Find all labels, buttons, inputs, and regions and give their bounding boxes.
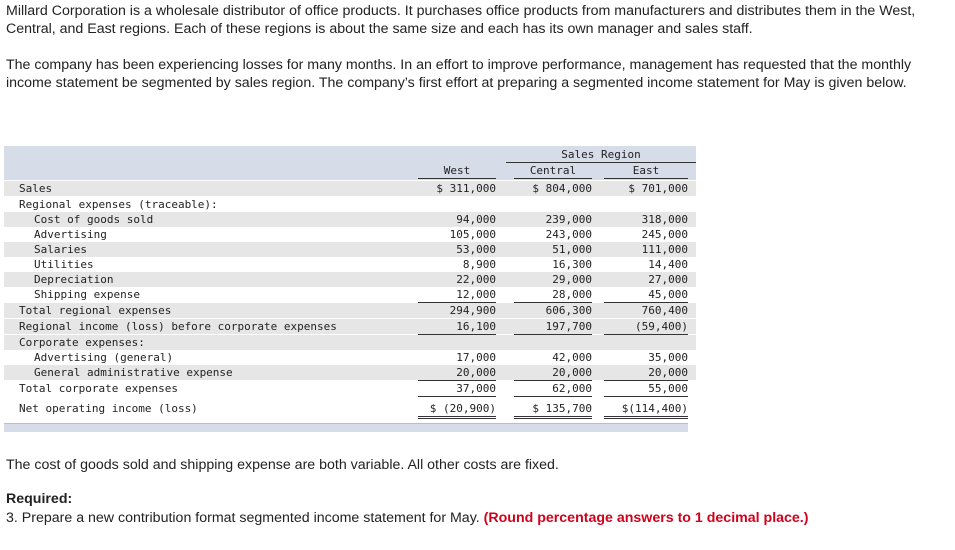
table-row [4,257,696,272]
cell-west: 17,000 [456,351,496,364]
cell-east: 245,000 [641,228,688,241]
table-row [4,319,696,334]
rounding-instruction: (Round percentage answers to 1 decimal place.) [483,510,809,526]
row-label: Corporate expenses: [19,336,145,349]
table-row [4,272,696,287]
cell-west: 12,000 [418,287,496,303]
cell-central: 62,000 [514,381,592,397]
row-label: Cost of goods sold [34,213,154,226]
table-row [4,303,696,318]
row-label: Shipping expense [34,288,140,301]
cell-central: 28,000 [514,287,592,303]
cell-east: 35,000 [648,351,688,364]
header-group-row [4,147,696,162]
cell-central: $ 804,000 [532,182,592,195]
cell-central: 51,000 [552,243,592,256]
table-row [4,212,696,227]
cell-west: 294,900 [449,304,496,317]
cost-note: The cost of goods sold and shipping expense are both variable. All other costs are fixed. [6,457,559,473]
table-row [4,365,696,380]
sales-region-header: Sales Region [506,147,696,163]
column-header-east: East [604,163,688,179]
cell-west: 16,100 [418,319,496,335]
row-label: Regional income (loss) before corporate expenses [19,320,337,333]
row-label: Depreciation [34,273,114,286]
table-row [4,287,696,302]
column-header-central: Central [514,163,592,179]
cell-central: 243,000 [545,228,592,241]
cell-west: 105,000 [449,228,496,241]
row-label: Advertising (general) [34,351,174,364]
intro-paragraph-2: The company has been experiencing losses for many months. In an effort to improve performance, management has requested that the monthly income statement be segmented by sales region. The company’s first effort at preparing a segmented income statement for May is given below. [6,57,912,91]
table-row [4,350,696,365]
row-label: Net operating income (loss) [19,402,198,415]
cell-west: 20,000 [418,365,496,381]
row-label: Regional expenses (traceable): [19,198,218,211]
cell-central: 606,300 [545,304,592,317]
table-row [4,381,696,396]
cell-central: 16,300 [552,258,592,271]
cell-east: $(114,400) [604,401,688,419]
required-heading: Required: [6,491,73,507]
row-label: Total corporate expenses [19,382,178,395]
row-label: General administrative expense [34,366,233,379]
table-row [4,181,696,196]
table-row [4,197,696,212]
table-row [4,227,696,242]
intro-paragraph-1: Millard Corporation is a wholesale distributor of office products. It purchases office products from manufacturers and distributes them in the West, Central, and East regions. Each of these regions is about the same size and each has its own manager and sales staff. [6,3,916,37]
cell-central: 29,000 [552,273,592,286]
cell-east: 45,000 [604,287,688,303]
row-label: Utilities [34,258,94,271]
table-row [4,242,696,257]
row-label: Sales [19,182,53,195]
cell-west: 37,000 [418,381,496,397]
cell-east: 14,400 [648,258,688,271]
cell-west: 8,900 [462,258,496,271]
cell-east: (59,400) [604,319,688,335]
cell-west: 94,000 [456,213,496,226]
cell-west: $ (20,900) [418,401,496,419]
cell-east: 760,400 [641,304,688,317]
cell-central: 42,000 [552,351,592,364]
table-row [4,401,696,416]
cell-east: 20,000 [604,365,688,381]
cell-east: 27,000 [648,273,688,286]
required-question-3 [6,509,946,527]
header-columns-row [4,163,696,178]
cell-central: $ 135,700 [514,401,592,419]
row-label: Salaries [34,243,87,256]
cell-central: 239,000 [545,213,592,226]
table-bottom-bar [4,423,688,432]
cell-east: 111,000 [641,243,688,256]
column-header-west: West [418,163,496,179]
cell-east: 318,000 [641,213,688,226]
cell-east: 55,000 [604,381,688,397]
cell-central: 197,700 [514,319,592,335]
row-label: Advertising [34,228,107,241]
cell-west: $ 311,000 [436,182,496,195]
cell-west: 53,000 [456,243,496,256]
row-label: Total regional expenses [19,304,172,317]
table-row [4,335,696,350]
cell-east: $ 701,000 [628,182,688,195]
cell-central: 20,000 [514,365,592,381]
question-text: 3. Prepare a new contribution format segmented income statement for May. [6,510,480,526]
cell-west: 22,000 [456,273,496,286]
